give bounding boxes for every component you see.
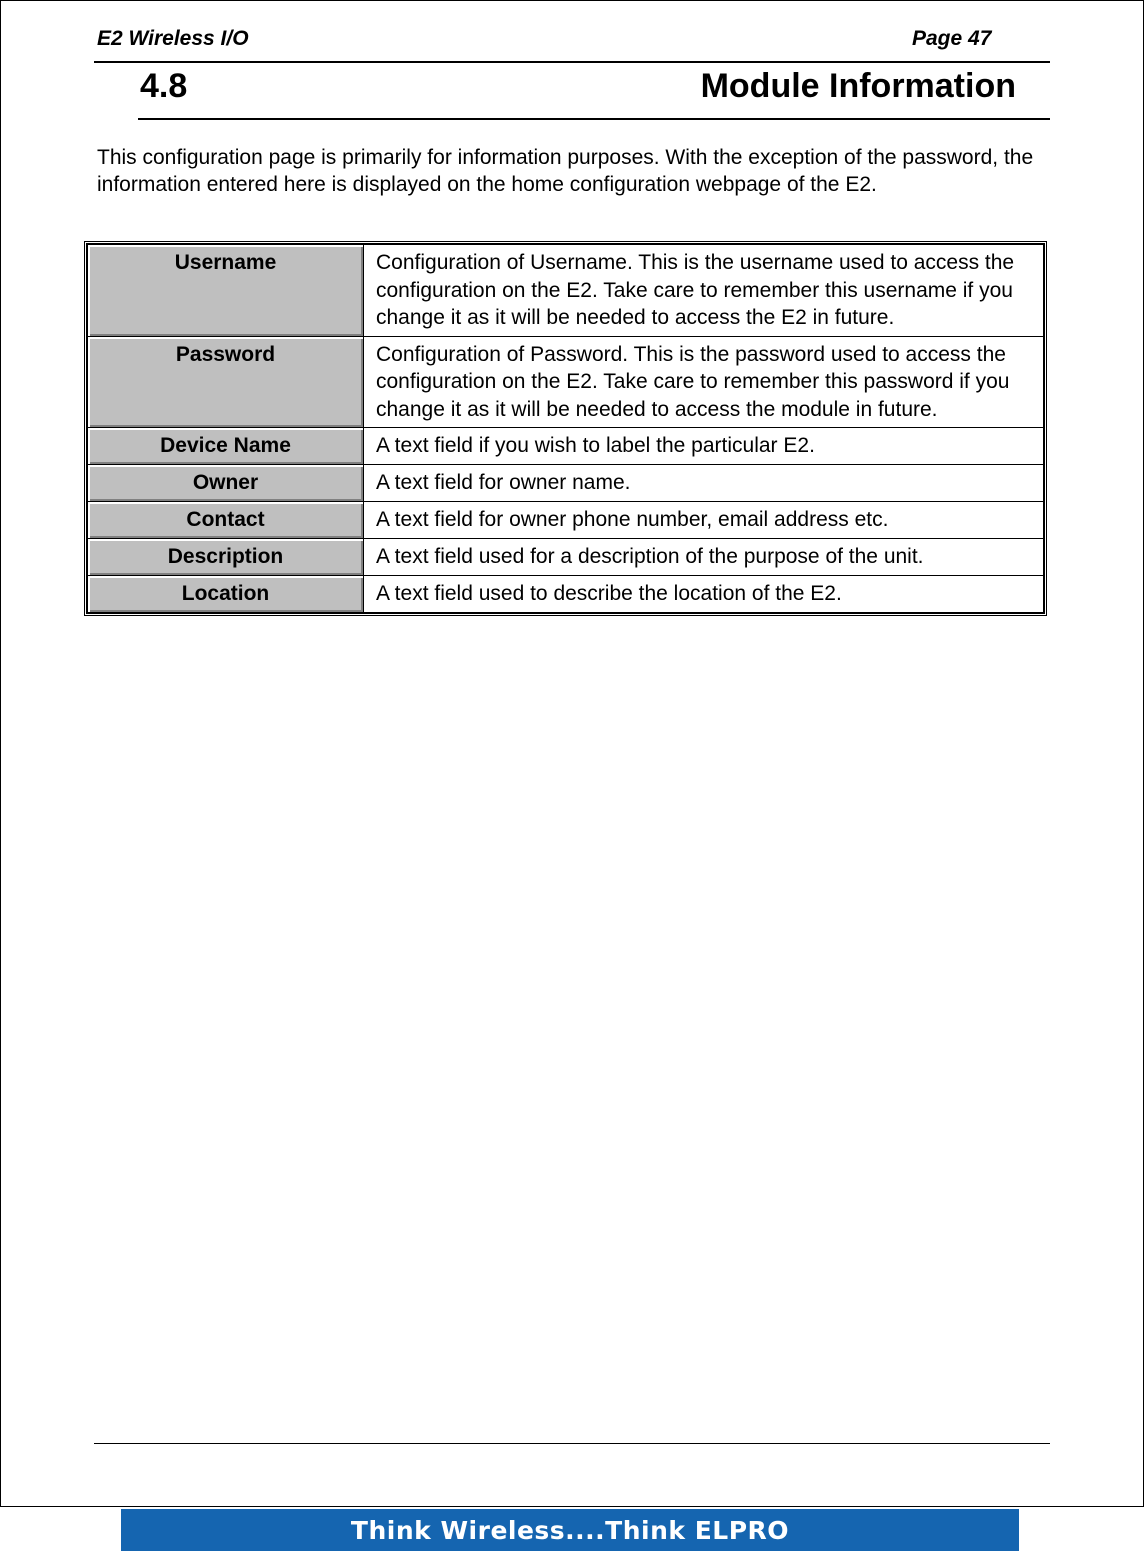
page-number: Page 47 [912, 27, 992, 50]
term-cell: Location [88, 576, 364, 613]
footer-banner-text: Think Wireless....Think ELPRO [350, 1515, 790, 1545]
term-cell: Contact [88, 502, 364, 539]
section-rule [138, 118, 1050, 120]
description-cell: A text field for owner phone number, email address etc. [364, 502, 1044, 539]
intro-paragraph: This configuration page is primarily for information purposes. With the exception of the password, the information entered here is displayed on the home configuration webpage of the E2. [97, 146, 1034, 196]
table-row [88, 502, 1044, 539]
description-cell: Configuration of Password. This is the password used to access the configuration on the E2. Take care to remember this password if you change it as it will be needed to access the module in future. [364, 336, 1044, 428]
definitions-table [84, 241, 1047, 616]
footer-banner [121, 1509, 1019, 1551]
term-cell: Username [88, 245, 364, 337]
description-cell: A text field used to describe the location of the E2. [364, 576, 1044, 613]
description-cell: A text field if you wish to label the particular E2. [364, 428, 1044, 465]
footer-rule [94, 1443, 1050, 1444]
table-row [88, 465, 1044, 502]
description-cell: A text field for owner name. [364, 465, 1044, 502]
term-cell: Description [88, 539, 364, 576]
table-row [88, 576, 1044, 613]
running-header-title: E2 Wireless I/O [97, 27, 249, 50]
term-cell: Device Name [88, 428, 364, 465]
term-cell: Password [88, 336, 364, 428]
section-number: 4.8 [140, 67, 188, 105]
table-row [88, 245, 1044, 337]
header-rule [94, 61, 1050, 63]
table-row [88, 539, 1044, 576]
description-cell: A text field used for a description of the purpose of the unit. [364, 539, 1044, 576]
section-title: Module Information [700, 67, 1016, 105]
table-row [88, 428, 1044, 465]
term-cell: Owner [88, 465, 364, 502]
description-cell: Configuration of Username. This is the username used to access the configuration on the E2. Take care to remember this username if you change it as it will be needed to access the E2 in future. [364, 245, 1044, 337]
table-row [88, 336, 1044, 428]
